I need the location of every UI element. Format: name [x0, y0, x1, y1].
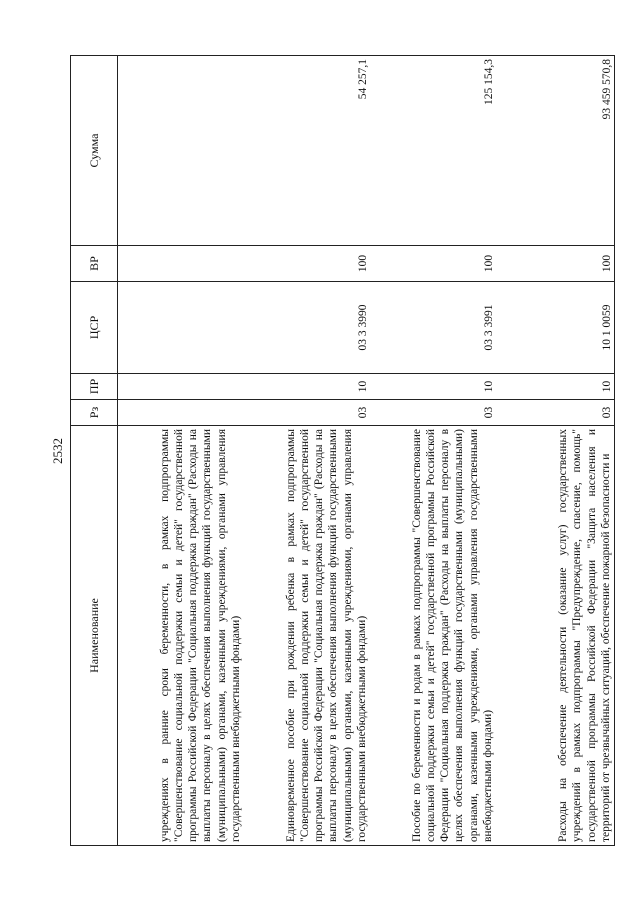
row-pr: 10 — [496, 374, 615, 400]
row-rz: 03 — [496, 400, 615, 426]
row-csr: 10 1 0059 — [496, 282, 615, 374]
row-rz — [118, 400, 245, 426]
row-pr: 10 — [370, 374, 496, 400]
table-row — [370, 56, 496, 846]
row-csr: 03 3 3990 — [244, 282, 370, 374]
row-pr — [118, 374, 245, 400]
header-csr: ЦСР — [71, 282, 118, 374]
row-name: учреждениях в ранние сроки беременности, в рамках подпрограммы "Совершенствование социальной поддержки семьи и детей" государственной программы Российской Федерации "Социальная поддержка граждан" (Расходы на выплаты персоналу в целях обеспечения выполнения функций государственными (муниципальными) органами, казенными учреждениями, органами управления государственными внебюджетными фондами) — [118, 426, 245, 846]
row-rz: 03 — [370, 400, 496, 426]
row-name: Расходы на обеспечение деятельности (оказание услуг) государственных учреждений в рамках подпрограммы "Предупреждение, спасение, помощь" государственной программы Российской Федерации "Защита населения и территорий от чрезвычайных ситуаций, обеспечение пожарной безопасности и — [496, 426, 615, 846]
table-row — [496, 56, 615, 846]
row-vr: 100 — [244, 246, 370, 282]
row-csr — [118, 282, 245, 374]
row-csr: 03 3 3991 — [370, 282, 496, 374]
row-rz: 03 — [244, 400, 370, 426]
row-sum: 93 459 570,8 — [496, 56, 615, 246]
row-vr: 100 — [496, 246, 615, 282]
row-sum: 54 257,1 — [244, 56, 370, 246]
row-vr: 100 — [370, 246, 496, 282]
header-sum: Сумма — [71, 56, 118, 246]
table-row — [244, 56, 370, 846]
header-pr: ПР — [71, 374, 118, 400]
header-vr: ВР — [71, 246, 118, 282]
table-row — [118, 56, 245, 846]
row-sum: 125 154,3 — [370, 56, 496, 246]
row-name: Единовременное пособие при рождении ребенка в рамках подпрограммы "Совершенствование социальной поддержки семьи и детей" государственной программы Российской Федерации "Социальная поддержка граждан" (Расходы на выплаты персоналу в целях обеспечения выполнения функций государственными (муниципальными) органами, казенными учреждениями, органами управления государственными внебюджетными фондами) — [244, 426, 370, 846]
row-name: Пособие по беременности и родам в рамках подпрограммы "Совершенствование социальной поддержки семьи и детей" государственной программы Российской Федерации "Социальная поддержка граждан" (Расходы на выплаты персоналу в целях обеспечения выполнения функций государственными (муниципальными) органами, казенными учреждениями, органами управления государственными внебюджетными фондами) — [370, 426, 496, 846]
table-header-row — [71, 56, 118, 846]
rotated-table-container — [70, 56, 613, 846]
row-pr: 10 — [244, 374, 370, 400]
page-number: 2532 — [50, 438, 65, 464]
row-sum — [118, 56, 245, 246]
budget-table — [70, 55, 615, 846]
header-rz: Рз — [71, 400, 118, 426]
row-vr — [118, 246, 245, 282]
header-name: Наименование — [71, 426, 118, 846]
